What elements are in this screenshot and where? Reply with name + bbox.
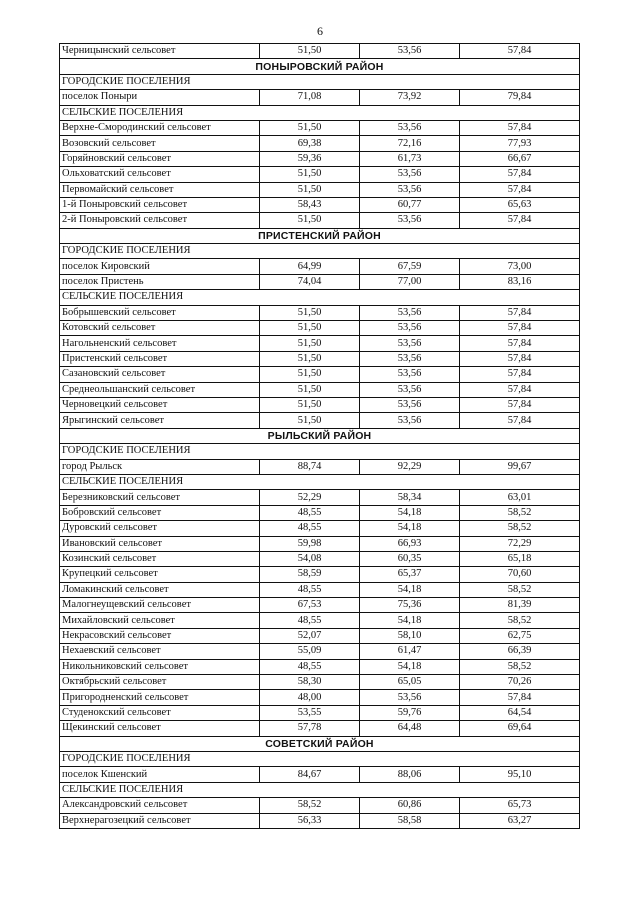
value-1: 53,55	[260, 705, 360, 720]
value-2: 54,18	[360, 613, 460, 628]
value-2: 60,35	[360, 551, 460, 566]
table-row	[60, 213, 580, 228]
value-1: 51,50	[260, 182, 360, 197]
district-header-row	[60, 736, 580, 751]
value-3: 64,54	[460, 705, 580, 720]
tariff-table	[59, 43, 580, 829]
district-title: РЫЛЬСКИЙ РАЙОН	[60, 428, 580, 443]
value-2: 53,56	[360, 690, 460, 705]
settlement-name: Никольниковский сельсовет	[60, 659, 260, 674]
value-1: 52,07	[260, 628, 360, 643]
value-2: 92,29	[360, 459, 460, 474]
table-row	[60, 551, 580, 566]
settlement-name: Среднеольшанский сельсовет	[60, 382, 260, 397]
table-row	[60, 259, 580, 274]
value-3: 57,84	[460, 413, 580, 428]
table-row	[60, 567, 580, 582]
value-3: 58,52	[460, 521, 580, 536]
section-header-row	[60, 474, 580, 489]
value-3: 57,84	[460, 305, 580, 320]
table-body	[60, 44, 580, 829]
settlement-name: Котовский сельсовет	[60, 321, 260, 336]
value-2: 53,56	[360, 336, 460, 351]
value-3: 73,00	[460, 259, 580, 274]
settlement-name: Некрасовский сельсовет	[60, 628, 260, 643]
value-2: 58,34	[360, 490, 460, 505]
district-title: ПРИСТЕНСКИЙ РАЙОН	[60, 228, 580, 243]
value-1: 59,98	[260, 536, 360, 551]
section-title: ГОРОДСКИЕ ПОСЕЛЕНИЯ	[60, 244, 580, 259]
value-2: 53,56	[360, 382, 460, 397]
value-2: 53,56	[360, 167, 460, 182]
value-2: 54,18	[360, 659, 460, 674]
value-2: 60,86	[360, 798, 460, 813]
value-3: 57,84	[460, 367, 580, 382]
value-3: 57,84	[460, 336, 580, 351]
value-3: 66,39	[460, 644, 580, 659]
table-row	[60, 367, 580, 382]
value-1: 51,50	[260, 382, 360, 397]
table-row	[60, 397, 580, 412]
value-3: 57,84	[460, 120, 580, 135]
settlement-name: поселок Кировский	[60, 259, 260, 274]
value-3: 65,63	[460, 197, 580, 212]
table-row	[60, 644, 580, 659]
value-3: 99,67	[460, 459, 580, 474]
value-3: 81,39	[460, 598, 580, 613]
value-3: 57,84	[460, 397, 580, 412]
settlement-name: Козинский сельсовет	[60, 551, 260, 566]
district-title: СОВЕТСКИЙ РАЙОН	[60, 736, 580, 751]
section-title: ГОРОДСКИЕ ПОСЕЛЕНИЯ	[60, 74, 580, 89]
settlement-name: Верхнерагозецкий сельсовет	[60, 813, 260, 828]
table-row	[60, 613, 580, 628]
page-number: 6	[317, 24, 323, 38]
value-2: 53,56	[360, 413, 460, 428]
value-1: 51,50	[260, 397, 360, 412]
settlement-name: Бобрышевский сельсовет	[60, 305, 260, 320]
value-3: 57,84	[460, 351, 580, 366]
table-row	[60, 659, 580, 674]
section-header-row	[60, 244, 580, 259]
value-3: 57,84	[460, 213, 580, 228]
settlement-name: поселок Пристень	[60, 274, 260, 289]
value-1: 51,50	[260, 213, 360, 228]
value-3: 83,16	[460, 274, 580, 289]
value-1: 84,67	[260, 767, 360, 782]
value-2: 58,10	[360, 628, 460, 643]
settlement-name: Октябрьский сельсовет	[60, 675, 260, 690]
table-row	[60, 798, 580, 813]
value-2: 53,56	[360, 351, 460, 366]
district-header-row	[60, 428, 580, 443]
value-2: 88,06	[360, 767, 460, 782]
value-3: 57,84	[460, 321, 580, 336]
value-3: 79,84	[460, 90, 580, 105]
district-header-row	[60, 59, 580, 74]
settlement-name: 1-й Поныровский сельсовет	[60, 197, 260, 212]
settlement-name: поселок Поныри	[60, 90, 260, 105]
settlement-name: Дуровский сельсовет	[60, 521, 260, 536]
value-1: 51,50	[260, 167, 360, 182]
value-1: 69,38	[260, 136, 360, 151]
value-1: 52,29	[260, 490, 360, 505]
value-3: 70,60	[460, 567, 580, 582]
settlement-name: 2-й Поныровский сельсовет	[60, 213, 260, 228]
settlement-name: Пристенский сельсовет	[60, 351, 260, 366]
value-1: 88,74	[260, 459, 360, 474]
value-2: 64,48	[360, 721, 460, 736]
value-3: 58,52	[460, 505, 580, 520]
value-1: 58,30	[260, 675, 360, 690]
value-2: 59,76	[360, 705, 460, 720]
table-row	[60, 490, 580, 505]
settlement-name: Первомайский сельсовет	[60, 182, 260, 197]
section-title: СЕЛЬСКИЕ ПОСЕЛЕНИЯ	[60, 474, 580, 489]
settlement-name: Ивановский сельсовет	[60, 536, 260, 551]
table-row	[60, 505, 580, 520]
value-2: 53,56	[360, 120, 460, 135]
table-row	[60, 167, 580, 182]
table-row	[60, 321, 580, 336]
section-title: СЕЛЬСКИЕ ПОСЕЛЕНИЯ	[60, 290, 580, 305]
section-header-row	[60, 290, 580, 305]
value-1: 57,78	[260, 721, 360, 736]
value-3: 57,84	[460, 182, 580, 197]
settlement-name: поселок Кшенский	[60, 767, 260, 782]
value-1: 67,53	[260, 598, 360, 613]
section-title: СЕЛЬСКИЕ ПОСЕЛЕНИЯ	[60, 782, 580, 797]
value-1: 74,04	[260, 274, 360, 289]
value-3: 57,84	[460, 44, 580, 59]
value-1: 51,50	[260, 305, 360, 320]
value-3: 69,64	[460, 721, 580, 736]
value-3: 63,01	[460, 490, 580, 505]
value-2: 54,18	[360, 505, 460, 520]
value-1: 58,43	[260, 197, 360, 212]
settlement-name: Верхне-Смородинский сельсовет	[60, 120, 260, 135]
value-1: 51,50	[260, 413, 360, 428]
value-1: 56,33	[260, 813, 360, 828]
value-1: 64,99	[260, 259, 360, 274]
value-2: 53,56	[360, 397, 460, 412]
value-2: 67,59	[360, 259, 460, 274]
value-3: 63,27	[460, 813, 580, 828]
table-row	[60, 582, 580, 597]
value-3: 57,84	[460, 167, 580, 182]
district-header-row	[60, 228, 580, 243]
table-row	[60, 813, 580, 828]
value-2: 53,56	[360, 182, 460, 197]
settlement-name: Пригородненский сельсовет	[60, 690, 260, 705]
section-header-row	[60, 74, 580, 89]
value-3: 72,29	[460, 536, 580, 551]
value-2: 77,00	[360, 274, 460, 289]
value-3: 57,84	[460, 690, 580, 705]
value-1: 51,50	[260, 336, 360, 351]
section-header-row	[60, 782, 580, 797]
value-3: 70,26	[460, 675, 580, 690]
settlement-name: Нагольненский сельсовет	[60, 336, 260, 351]
value-3: 58,52	[460, 659, 580, 674]
table-row	[60, 413, 580, 428]
value-2: 61,73	[360, 151, 460, 166]
value-2: 53,56	[360, 367, 460, 382]
value-1: 51,50	[260, 351, 360, 366]
table-row	[60, 690, 580, 705]
value-2: 60,77	[360, 197, 460, 212]
value-2: 53,56	[360, 305, 460, 320]
table-row	[60, 274, 580, 289]
value-1: 51,50	[260, 44, 360, 59]
table-row	[60, 628, 580, 643]
value-3: 77,93	[460, 136, 580, 151]
settlement-name: Крупецкий сельсовет	[60, 567, 260, 582]
value-1: 51,50	[260, 321, 360, 336]
value-1: 48,55	[260, 613, 360, 628]
section-header-row	[60, 444, 580, 459]
settlement-name: Нехаевский сельсовет	[60, 644, 260, 659]
value-2: 72,16	[360, 136, 460, 151]
table-row	[60, 721, 580, 736]
value-3: 95,10	[460, 767, 580, 782]
table-row	[60, 197, 580, 212]
table-row	[60, 382, 580, 397]
value-1: 58,52	[260, 798, 360, 813]
value-2: 58,58	[360, 813, 460, 828]
table-row	[60, 767, 580, 782]
settlement-name: Студенокский сельсовет	[60, 705, 260, 720]
table-row	[60, 675, 580, 690]
value-1: 48,00	[260, 690, 360, 705]
value-2: 65,37	[360, 567, 460, 582]
table-row	[60, 90, 580, 105]
settlement-name: Щекинский сельсовет	[60, 721, 260, 736]
settlement-name: Александровский сельсовет	[60, 798, 260, 813]
value-2: 53,56	[360, 213, 460, 228]
table-row	[60, 136, 580, 151]
section-title: СЕЛЬСКИЕ ПОСЕЛЕНИЯ	[60, 105, 580, 120]
value-1: 55,09	[260, 644, 360, 659]
table-row	[60, 182, 580, 197]
settlement-name: Малогнеущевский сельсовет	[60, 598, 260, 613]
value-2: 53,56	[360, 321, 460, 336]
value-2: 54,18	[360, 521, 460, 536]
settlement-name: Черновецкий сельсовет	[60, 397, 260, 412]
settlement-name: Черницынский сельсовет	[60, 44, 260, 59]
value-1: 48,55	[260, 582, 360, 597]
settlement-name: Ломакинский сельсовет	[60, 582, 260, 597]
value-3: 58,52	[460, 582, 580, 597]
value-3: 57,84	[460, 382, 580, 397]
value-1: 59,36	[260, 151, 360, 166]
table-row	[60, 336, 580, 351]
table-row	[60, 598, 580, 613]
value-2: 65,05	[360, 675, 460, 690]
table-row	[60, 44, 580, 59]
value-1: 48,55	[260, 521, 360, 536]
settlement-name: Возовский сельсовет	[60, 136, 260, 151]
table-row	[60, 705, 580, 720]
settlement-name: Михайловский сельсовет	[60, 613, 260, 628]
table-row	[60, 351, 580, 366]
settlement-name: Сазановский сельсовет	[60, 367, 260, 382]
value-1: 51,50	[260, 367, 360, 382]
settlement-name: Березниковский сельсовет	[60, 490, 260, 505]
settlement-name: Ярыгинский сельсовет	[60, 413, 260, 428]
section-header-row	[60, 751, 580, 766]
table-row	[60, 521, 580, 536]
value-1: 58,59	[260, 567, 360, 582]
district-title: ПОНЫРОВСКИЙ РАЙОН	[60, 59, 580, 74]
value-1: 48,55	[260, 505, 360, 520]
table-row	[60, 536, 580, 551]
value-1: 48,55	[260, 659, 360, 674]
value-2: 75,36	[360, 598, 460, 613]
table-row	[60, 305, 580, 320]
value-2: 54,18	[360, 582, 460, 597]
settlement-name: город Рыльск	[60, 459, 260, 474]
settlement-name: Бобровский сельсовет	[60, 505, 260, 520]
value-2: 73,92	[360, 90, 460, 105]
value-3: 66,67	[460, 151, 580, 166]
settlement-name: Горяйновский сельсовет	[60, 151, 260, 166]
section-title: ГОРОДСКИЕ ПОСЕЛЕНИЯ	[60, 444, 580, 459]
value-2: 53,56	[360, 44, 460, 59]
value-2: 66,93	[360, 536, 460, 551]
section-title: ГОРОДСКИЕ ПОСЕЛЕНИЯ	[60, 751, 580, 766]
value-3: 65,18	[460, 551, 580, 566]
table-row	[60, 120, 580, 135]
value-1: 71,08	[260, 90, 360, 105]
value-1: 54,08	[260, 551, 360, 566]
value-3: 58,52	[460, 613, 580, 628]
settlement-name: Ольховатский сельсовет	[60, 167, 260, 182]
value-3: 65,73	[460, 798, 580, 813]
table-row	[60, 459, 580, 474]
value-1: 51,50	[260, 120, 360, 135]
section-header-row	[60, 105, 580, 120]
table-row	[60, 151, 580, 166]
value-3: 62,75	[460, 628, 580, 643]
value-2: 61,47	[360, 644, 460, 659]
